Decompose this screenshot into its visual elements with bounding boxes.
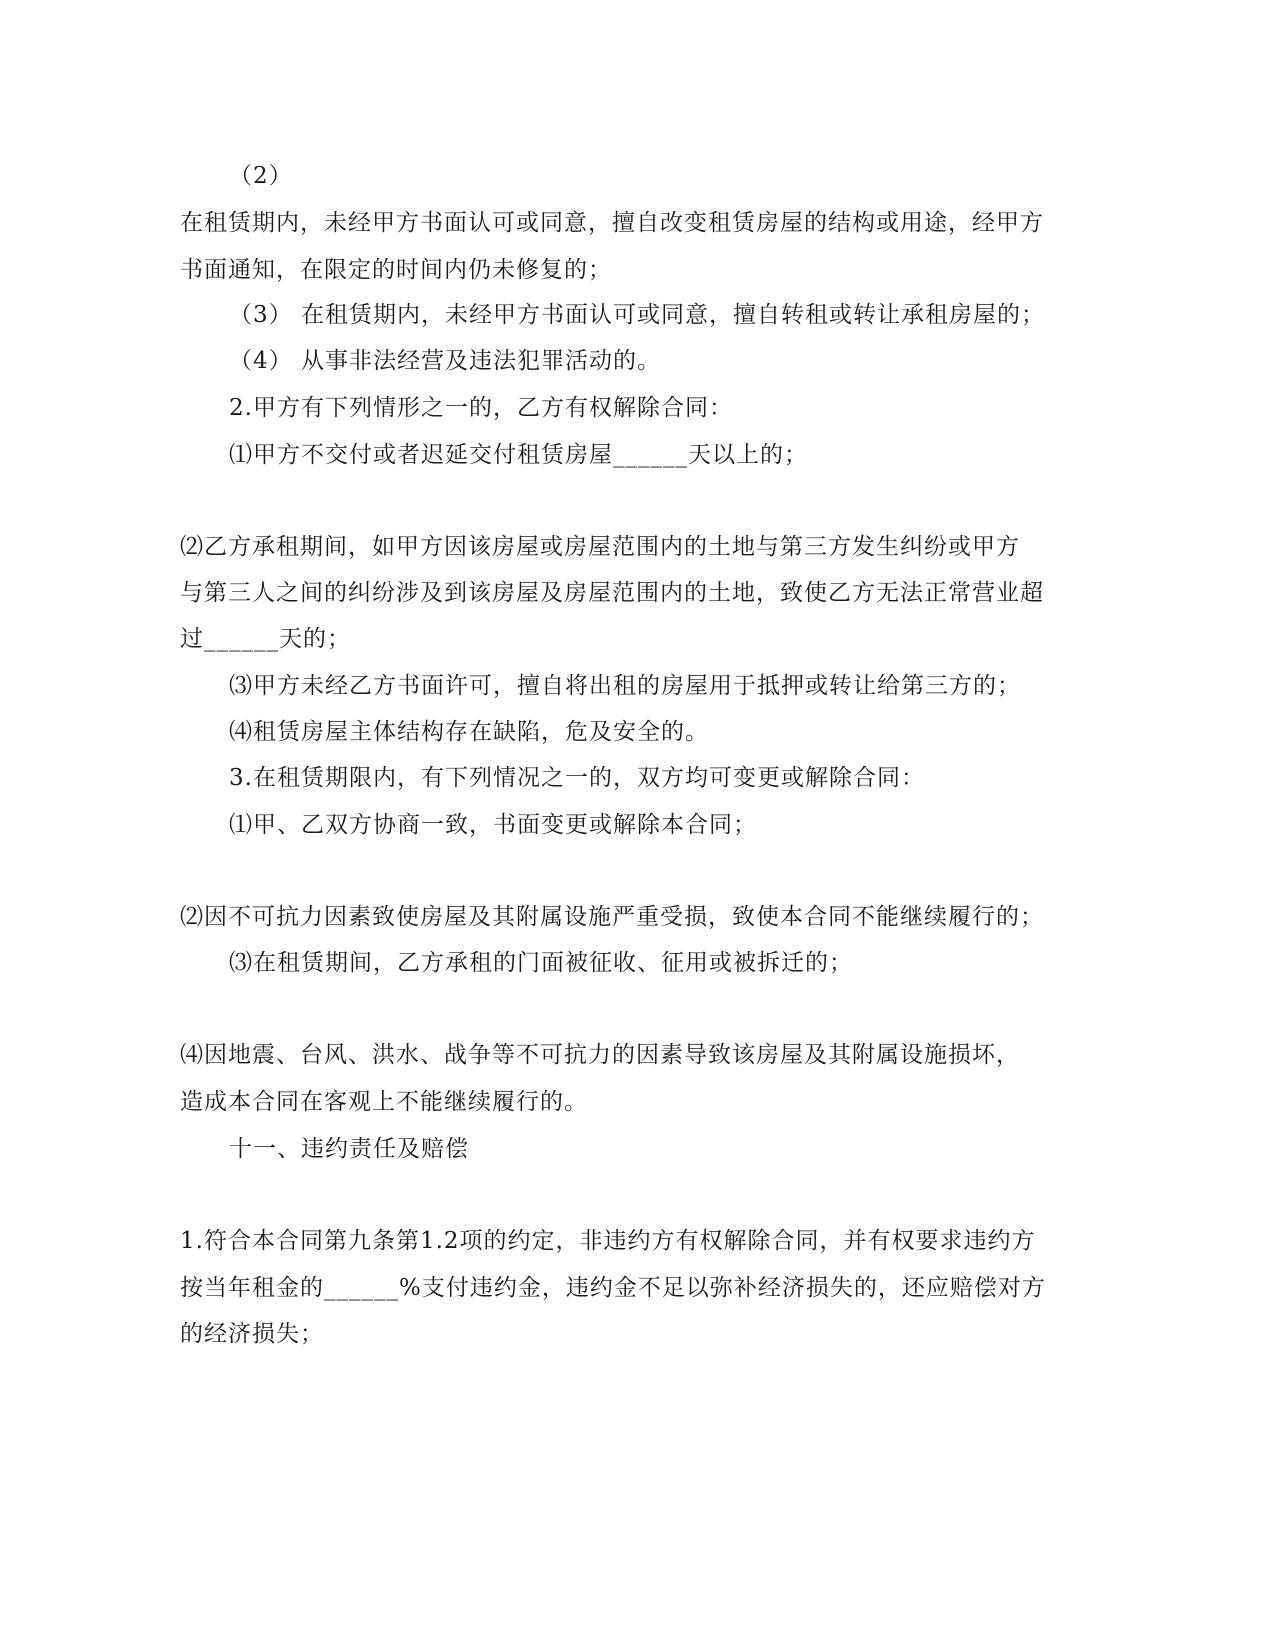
text-line: 2.甲方有下列情形之一的，乙方有权解除合同： [229,395,733,421]
text-line: ⑷因地震、台风、洪水、战争等不可抗力的因素导致该房屋及其附属设施损坏， [180,1042,1020,1068]
text-line: 书面通知，在限定的时间内仍未修复的； [180,257,612,283]
text-line: 按当年租金的______%支付违约金，违约金不足以弥补经济损失的，还应赔偿对方 [180,1275,1046,1301]
text-line: ⑴甲、乙双方协商一致，书面变更或解除本合同； [229,812,757,838]
text-line: 过______天的； [180,626,351,652]
text-line: 的经济损失； [180,1321,324,1347]
text-line: ⑷租赁房屋主体结构存在缺陷，危及安全的。 [229,719,709,745]
text-line: ⑵乙方承租期间，如甲方因该房屋或房屋范围内的土地与第三方发生纠纷或甲方 [180,534,1020,560]
text-line: （4） 从事非法经营及违法犯罪活动的。 [229,348,661,374]
text-line: 1.符合本合同第九条第1.2项的约定，非违约方有权解除合同，并有权要求违约方 [180,1228,1036,1254]
text-line: ⑴甲方不交付或者迟延交付租赁房屋______天以上的； [229,442,808,468]
text-line: ⑶甲方未经乙方书面许可，擅自将出租的房屋用于抵押或转让给第三方的； [229,673,1021,699]
section-heading: 十一、违约责任及赔偿 [229,1136,469,1162]
text-line: ⑵因不可抗力因素致使房屋及其附属设施严重受损，致使本合同不能继续履行的； [180,904,1044,930]
text-line: （3） 在租赁期内，未经甲方书面认可或同意，擅自转租或转让承租房屋的； [229,302,1045,328]
text-line: 3.在租赁期限内，有下列情况之一的，双方均可变更或解除合同： [229,765,925,791]
text-line: 与第三人之间的纠纷涉及到该房屋及房屋范围内的土地，致使乙方无法正常营业超 [180,580,1044,606]
text-line: 造成本合同在客观上不能继续履行的。 [180,1089,588,1115]
text-line: （2） [229,163,293,189]
text-line: 在租赁期内，未经甲方书面认可或同意，擅自改变租赁房屋的结构或用途，经甲方 [180,210,1044,236]
text-line: ⑶在租赁期间，乙方承租的门面被征收、征用或被拆迁的； [229,950,853,976]
